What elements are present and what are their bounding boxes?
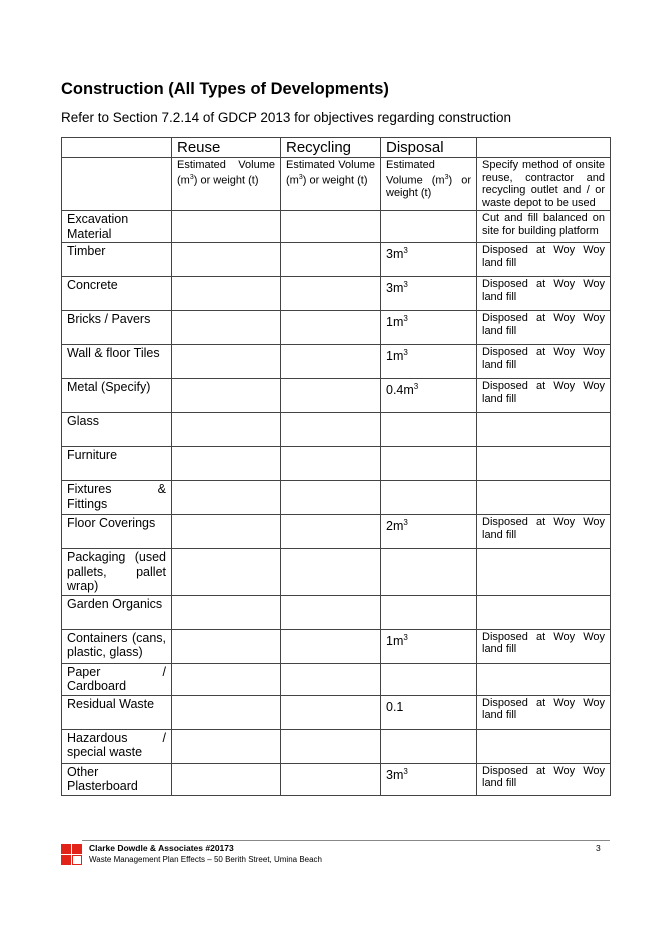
recycling-cell bbox=[281, 595, 381, 629]
recycling-cell bbox=[281, 211, 381, 243]
subheader-cell: Estimated Volume $(m^3)$ or weight (t) bbox=[281, 158, 381, 211]
material-cell: Glass bbox=[62, 413, 172, 447]
reuse-cell bbox=[172, 549, 281, 596]
recycling-cell bbox=[281, 729, 381, 763]
reuse-cell bbox=[172, 243, 281, 277]
table-row bbox=[62, 345, 611, 379]
reuse-cell bbox=[172, 729, 281, 763]
material-cell: Paper / Cardboard bbox=[62, 663, 172, 695]
recycling-cell bbox=[281, 481, 381, 515]
unit-superscript: 3 bbox=[403, 246, 408, 255]
reuse-cell bbox=[172, 311, 281, 345]
disposal-value: 1m bbox=[386, 633, 404, 648]
method-cell: Disposed at Woy Woy land fill bbox=[477, 311, 611, 345]
reuse-cell bbox=[172, 379, 281, 413]
method-cell: Cut and fill balanced on site for building platform bbox=[477, 211, 611, 243]
recycling-cell bbox=[281, 663, 381, 695]
disposal-cell bbox=[381, 729, 477, 763]
unit-superscript: 3 bbox=[403, 766, 408, 776]
disposal-value: 3m bbox=[386, 767, 404, 782]
material-cell: Fixtures & Fittings bbox=[62, 481, 172, 515]
recycling-cell bbox=[281, 243, 381, 277]
method-cell: Disposed at Woy Woy land fill bbox=[477, 243, 611, 277]
table-row bbox=[62, 379, 611, 413]
disposal-cell bbox=[381, 481, 477, 515]
material-cell: Packaging (used pallets, pallet wrap) bbox=[62, 549, 172, 596]
table-row bbox=[62, 413, 611, 447]
method-cell bbox=[477, 447, 611, 481]
header-cell bbox=[477, 138, 611, 158]
reuse-cell bbox=[172, 413, 281, 447]
header-cell: Disposal bbox=[381, 138, 477, 158]
reuse-cell bbox=[172, 481, 281, 515]
footer-company: Clarke Dowdle & Associates #20173 bbox=[89, 843, 234, 853]
material-cell: Garden Organics bbox=[62, 595, 172, 629]
recycling-cell bbox=[281, 447, 381, 481]
subheader-cell: Estimated Volume $(m^3)$ or weight (t) bbox=[172, 158, 281, 211]
recycling-cell bbox=[281, 629, 381, 663]
material-cell: Containers (cans, plastic, glass) bbox=[62, 629, 172, 663]
material-cell: Excavation Material bbox=[62, 211, 172, 243]
subheader-cell bbox=[62, 158, 172, 211]
method-cell bbox=[477, 595, 611, 629]
method-cell bbox=[477, 413, 611, 447]
disposal-cell bbox=[381, 345, 477, 379]
method-cell: Disposed at Woy Woy land fill bbox=[477, 345, 611, 379]
recycling-cell bbox=[281, 311, 381, 345]
material-cell: Hazardous / special waste bbox=[62, 729, 172, 763]
disposal-cell bbox=[381, 243, 477, 277]
table-row bbox=[62, 277, 611, 311]
table-row bbox=[62, 211, 611, 243]
disposal-value: 2m bbox=[386, 519, 404, 534]
table-row bbox=[62, 595, 611, 629]
disposal-cell bbox=[381, 595, 477, 629]
method-cell: Disposed at Woy Woy land fill bbox=[477, 695, 611, 729]
reuse-cell bbox=[172, 345, 281, 379]
table-row bbox=[62, 447, 611, 481]
disposal-cell bbox=[381, 277, 477, 311]
table-row bbox=[62, 549, 611, 596]
unit-superscript: 3 bbox=[403, 518, 408, 527]
table-row bbox=[62, 663, 611, 695]
disposal-cell bbox=[381, 763, 477, 795]
table-subheader-row bbox=[62, 158, 611, 211]
recycling-cell bbox=[281, 695, 381, 729]
disposal-value: 3m bbox=[386, 281, 404, 296]
material-cell: Concrete bbox=[62, 277, 172, 311]
reuse-cell bbox=[172, 595, 281, 629]
disposal-value: 1m bbox=[386, 315, 404, 330]
table-row bbox=[62, 481, 611, 515]
material-cell: Metal (Specify) bbox=[62, 379, 172, 413]
method-cell: Disposed at Woy Woy land fill bbox=[477, 277, 611, 311]
page-title: Construction (All Types of Developments) bbox=[61, 80, 389, 98]
disposal-cell bbox=[381, 311, 477, 345]
recycling-cell bbox=[281, 515, 381, 549]
disposal-cell bbox=[381, 211, 477, 243]
table-row bbox=[62, 515, 611, 549]
material-cell: Floor Coverings bbox=[62, 515, 172, 549]
disposal-cell bbox=[381, 413, 477, 447]
material-cell: Residual Waste bbox=[62, 695, 172, 729]
subheader-cell: Specify method of onsite reuse, contractor and recycling outlet and / or waste depot to be used bbox=[477, 158, 611, 211]
table-row bbox=[62, 729, 611, 763]
disposal-cell bbox=[381, 629, 477, 663]
table-row bbox=[62, 629, 611, 663]
table-row bbox=[62, 763, 611, 795]
material-cell: Bricks / Pavers bbox=[62, 311, 172, 345]
recycling-cell bbox=[281, 345, 381, 379]
header-cell bbox=[62, 138, 172, 158]
reuse-cell bbox=[172, 211, 281, 243]
method-cell: Disposed at Woy Woy land fill bbox=[477, 629, 611, 663]
table-row bbox=[62, 695, 611, 729]
table-row bbox=[62, 243, 611, 277]
company-logo bbox=[61, 844, 82, 865]
unit-superscript: 3 bbox=[403, 632, 408, 642]
reuse-cell bbox=[172, 763, 281, 795]
disposal-cell bbox=[381, 549, 477, 596]
method-cell bbox=[477, 663, 611, 695]
recycling-cell bbox=[281, 413, 381, 447]
recycling-cell bbox=[281, 549, 381, 596]
header-cell: Reuse bbox=[172, 138, 281, 158]
reuse-cell bbox=[172, 629, 281, 663]
unit-superscript: 3 bbox=[403, 280, 408, 289]
unit-superscript: 3 bbox=[413, 382, 419, 391]
disposal-cell bbox=[381, 379, 477, 413]
table-row bbox=[62, 311, 611, 345]
reuse-cell bbox=[172, 277, 281, 311]
unit-superscript: 3 bbox=[403, 348, 408, 357]
disposal-cell bbox=[381, 695, 477, 729]
page-subtitle: Refer to Section 7.2.14 of GDCP 2013 for objectives regarding construction bbox=[61, 110, 512, 125]
disposal-value: 3m bbox=[386, 247, 404, 262]
method-cell bbox=[477, 729, 611, 763]
disposal-value: 1m bbox=[386, 349, 404, 364]
page-number: 3 bbox=[596, 843, 601, 853]
unit-superscript: 3 bbox=[403, 314, 408, 323]
table-header-row bbox=[62, 138, 611, 158]
method-cell: Disposed at Woy Woy land fill bbox=[477, 763, 611, 795]
footer-description: Waste Management Plan Effects – 50 Berith Street, Umina Beach bbox=[89, 855, 323, 864]
reuse-cell bbox=[172, 695, 281, 729]
method-cell bbox=[477, 549, 611, 596]
footer-divider bbox=[82, 840, 610, 841]
subheader-cell: Estimated Volume $(m^3)$ or weight (t) bbox=[381, 158, 477, 211]
disposal-value: 0.1 bbox=[386, 699, 404, 714]
header-cell: Recycling bbox=[281, 138, 381, 158]
reuse-cell bbox=[172, 515, 281, 549]
waste-table bbox=[61, 137, 611, 796]
material-cell: Furniture bbox=[62, 447, 172, 481]
disposal-value: 0.4m bbox=[386, 383, 414, 398]
method-cell: Disposed at Woy Woy land fill bbox=[477, 379, 611, 413]
recycling-cell bbox=[281, 277, 381, 311]
recycling-cell bbox=[281, 379, 381, 413]
material-cell: Wall & floor Tiles bbox=[62, 345, 172, 379]
disposal-cell bbox=[381, 515, 477, 549]
reuse-cell bbox=[172, 447, 281, 481]
method-cell: Disposed at Woy Woy land fill bbox=[477, 515, 611, 549]
method-cell bbox=[477, 481, 611, 515]
recycling-cell bbox=[281, 763, 381, 795]
disposal-cell bbox=[381, 447, 477, 481]
reuse-cell bbox=[172, 663, 281, 695]
material-cell: Other Plasterboard bbox=[62, 763, 172, 795]
disposal-cell bbox=[381, 663, 477, 695]
material-cell: Timber bbox=[62, 243, 172, 277]
